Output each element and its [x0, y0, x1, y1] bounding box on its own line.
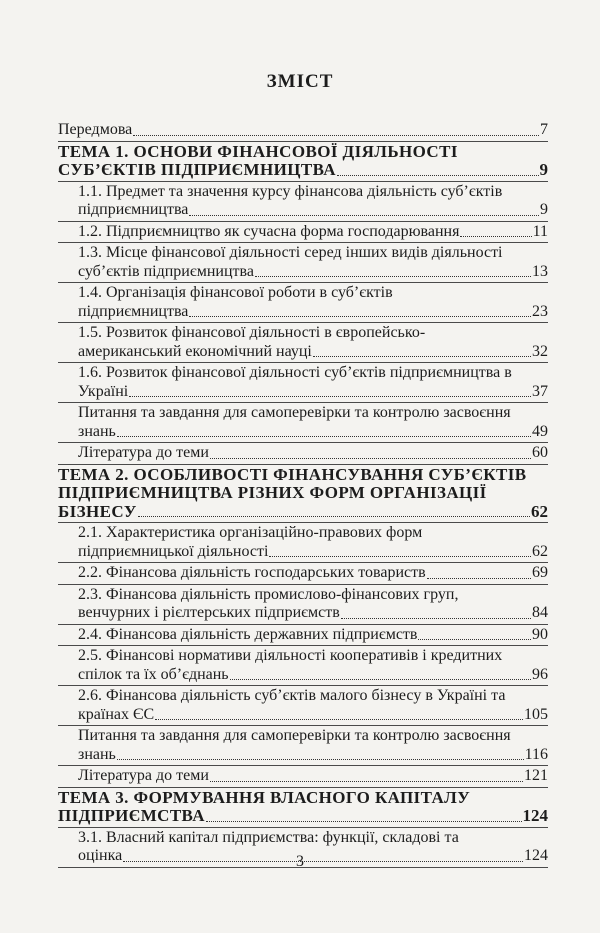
toc-line — [58, 201, 548, 220]
dot-leader — [269, 556, 531, 557]
toc-entry — [58, 121, 548, 142]
toc-line — [58, 746, 548, 765]
toc-entry — [58, 727, 548, 766]
toc-entry — [58, 244, 548, 283]
toc-entry — [58, 324, 548, 363]
toc-line-text: 1.3. Місце фінансової діяльності серед інших видів діяльності — [78, 244, 503, 261]
row-divider — [58, 765, 548, 766]
toc-line — [58, 789, 548, 808]
toc-line — [58, 364, 548, 383]
toc-line-text: оцінка — [78, 847, 123, 864]
toc-line-text: Питання та завдання для самоперевірки та контролю засвоєння — [78, 404, 511, 421]
dot-leader — [189, 215, 539, 216]
toc-line-text: 2.3. Фінансова діяльність промислово-фінансових груп, — [78, 585, 459, 603]
toc-page-number: 124 — [522, 806, 548, 825]
toc-line-text: Питання та завдання для самоперевірки та контролю засвоєння — [78, 727, 511, 744]
toc-entry — [58, 404, 548, 443]
toc-line-text: суб’єктів підприємництва — [78, 262, 254, 280]
toc-page-number: 90 — [532, 625, 548, 643]
toc-line-text: спілок та їх об’єднань — [78, 665, 229, 683]
toc-line — [58, 604, 548, 623]
dot-leader — [138, 516, 530, 517]
dot-leader — [206, 821, 522, 822]
toc-line — [58, 324, 548, 343]
row-divider — [58, 322, 548, 323]
toc-page-number: 23 — [532, 302, 548, 320]
toc-line — [58, 706, 548, 725]
toc-line-text: підприємництва — [78, 201, 189, 218]
toc-line-text: венчурних і рієлтерських підприємств — [78, 604, 340, 621]
dot-leader — [341, 618, 531, 619]
toc-line — [58, 626, 548, 645]
toc-line — [58, 543, 548, 562]
toc-page-number: 96 — [532, 665, 548, 683]
toc-line-text: ТЕМА 3. ФОРМУВАННЯ ВЛАСНОГО КАПІТАЛУ — [58, 787, 471, 807]
toc-line-text: знань — [78, 422, 116, 440]
toc-line-text: Передмова — [58, 121, 133, 138]
row-divider — [58, 402, 548, 403]
toc-entry — [58, 586, 548, 625]
toc-entry — [58, 524, 548, 563]
toc-line-text: підприємницької діяльності — [78, 542, 269, 560]
toc-line — [58, 647, 548, 666]
toc-line — [58, 223, 548, 242]
dot-leader — [230, 679, 531, 680]
toc-line-text: 2.6. Фінансова діяльність суб’єктів малого бізнесу в Україні та — [78, 687, 506, 704]
row-divider — [58, 827, 548, 828]
toc-line-text: ПІДПРИЄМСТВА — [58, 806, 205, 825]
toc-line-text: 1.4. Організація фінансової роботи в суб’єктів — [78, 284, 393, 301]
row-divider — [58, 242, 548, 243]
toc-line — [58, 404, 548, 423]
toc-entry — [58, 767, 548, 788]
toc-entry — [58, 444, 548, 465]
toc-line — [58, 687, 548, 706]
toc-entry — [58, 364, 548, 403]
toc-line-text: Література до теми — [78, 444, 209, 461]
toc-page-number: 13 — [532, 262, 548, 280]
dot-leader — [460, 236, 531, 237]
toc-entry — [58, 223, 548, 244]
toc-section — [58, 789, 548, 828]
dot-leader — [418, 639, 531, 640]
toc-page-number: 116 — [524, 745, 548, 763]
toc-line — [58, 666, 548, 685]
row-divider — [58, 645, 548, 646]
dot-leader — [133, 135, 539, 136]
row-divider — [58, 624, 548, 625]
toc-line — [58, 143, 548, 162]
toc-page-number: 105 — [524, 705, 548, 723]
toc-page-number: 124 — [524, 847, 548, 864]
toc-line-text: СУБ’ЄКТІВ ПІДПРИЄМНИЦТВА — [58, 160, 336, 179]
toc-line — [58, 466, 548, 485]
toc-entry — [58, 183, 548, 222]
toc-page-number: 32 — [532, 342, 548, 360]
dot-leader — [210, 781, 523, 782]
table-of-contents — [58, 121, 548, 869]
toc-page-number: 11 — [532, 222, 548, 240]
toc-line-text: 2.2. Фінансова діяльність господарських товариств — [78, 564, 426, 581]
dot-leader — [255, 276, 531, 277]
toc-line-text: Література до теми — [78, 767, 209, 784]
toc-line-text: підприємництва — [78, 302, 189, 320]
dot-leader — [210, 458, 531, 459]
row-divider — [58, 522, 548, 523]
toc-line-text: Україні — [78, 382, 129, 400]
toc-line-text: 2.5. Фінансові нормативи діяльності кооперативів і кредитних — [78, 647, 503, 664]
toc-line — [58, 121, 548, 140]
toc-line-text: БІЗНЕСУ — [58, 501, 137, 521]
toc-line-text: ТЕМА 1. ОСНОВИ ФІНАНСОВОЇ ДІЯЛЬНОСТІ — [58, 141, 458, 161]
toc-line-text: ПІДПРИЄМНИЦТВА РІЗНИХ ФОРМ ОРГАНІЗАЦІЇ — [58, 483, 487, 502]
toc-line-text: американський економічний науці — [78, 342, 312, 360]
page-title: ЗМІСТ — [266, 71, 334, 92]
row-divider — [58, 442, 548, 443]
toc-line — [58, 303, 548, 322]
toc-page-number: 7 — [540, 121, 548, 138]
row-divider — [58, 362, 548, 363]
toc-page-number: 37 — [532, 382, 548, 400]
toc-entry — [58, 687, 548, 726]
toc-page-number: 121 — [524, 767, 548, 784]
dot-leader — [313, 356, 531, 357]
toc-entry — [58, 647, 548, 686]
toc-line — [58, 423, 548, 442]
page-number: 3 — [296, 853, 304, 870]
toc-line-text: 1.6. Розвиток фінансової діяльності суб’єктів підприємництва в — [78, 364, 512, 381]
toc-line-text: країнах ЄС — [78, 705, 155, 723]
dot-leader — [129, 396, 531, 397]
toc-line — [58, 444, 548, 463]
toc-line — [58, 564, 548, 583]
toc-line — [58, 829, 548, 848]
toc-page-number: 49 — [532, 422, 548, 440]
row-divider — [58, 221, 548, 222]
toc-entry — [58, 564, 548, 585]
toc-line-text: знань — [78, 745, 116, 763]
toc-line — [58, 263, 548, 282]
toc-line — [58, 524, 548, 543]
toc-line-text: 1.2. Підприємництво як сучасна форма господарювання — [78, 222, 460, 240]
row-divider — [58, 584, 548, 585]
toc-page-number: 9 — [540, 201, 548, 218]
toc-section — [58, 143, 548, 182]
row-divider — [58, 282, 548, 283]
toc-line — [58, 383, 548, 402]
toc-page-number: 62 — [531, 501, 548, 521]
toc-page-number: 60 — [532, 444, 548, 461]
row-divider — [58, 562, 548, 563]
toc-entry — [58, 626, 548, 647]
row-divider — [58, 685, 548, 686]
toc-line-text: 1.1. Предмет та значення курсу фінансова діяльність суб’єктів — [78, 182, 503, 200]
toc-line-text: ТЕМА 2. ОСОБЛИВОСТІ ФІНАНСУВАННЯ СУБ’ЄКТІВ — [58, 464, 527, 484]
toc-section — [58, 466, 548, 524]
toc-line — [58, 484, 548, 503]
toc-line — [58, 284, 548, 303]
toc-page-number: 9 — [539, 160, 548, 179]
toc-line — [58, 727, 548, 746]
toc-line-text: 3.1. Власний капітал підприємства: функції, складові та — [78, 828, 459, 846]
dot-leader — [117, 759, 524, 760]
row-divider — [58, 181, 548, 182]
toc-line — [58, 586, 548, 605]
toc-line-text: 2.4. Фінансова діяльність державних підприємств — [78, 625, 418, 643]
toc-line — [58, 244, 548, 263]
dot-leader — [189, 316, 531, 317]
toc-line-text: 1.5. Розвиток фінансової діяльності в європейсько- — [78, 324, 426, 341]
dot-leader — [337, 175, 539, 176]
toc-page-number: 69 — [532, 564, 548, 581]
toc-line — [58, 161, 548, 180]
toc-entry — [58, 284, 548, 323]
dot-leader — [427, 578, 531, 579]
toc-line — [58, 807, 548, 826]
toc-page-number: 62 — [532, 542, 548, 560]
toc-line — [58, 767, 548, 786]
dot-leader — [155, 719, 523, 720]
toc-line — [58, 183, 548, 202]
dot-leader — [117, 436, 531, 437]
row-divider — [58, 725, 548, 726]
toc-page-number: 84 — [532, 604, 548, 621]
toc-line — [58, 343, 548, 362]
toc-line — [58, 503, 548, 522]
toc-line-text: 2.1. Характеристика організаційно-правових форм — [78, 524, 423, 541]
